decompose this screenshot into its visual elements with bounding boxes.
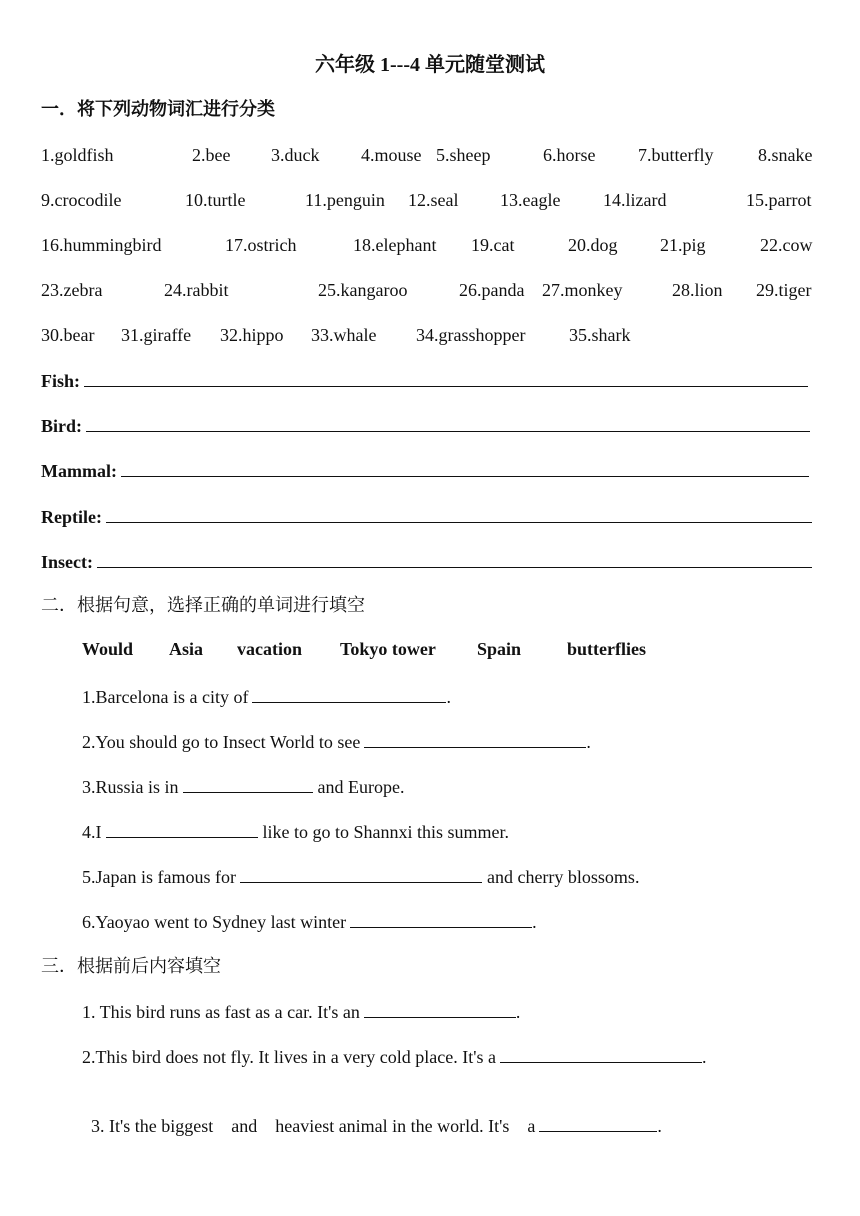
question-text: 3. It's the biggest and heaviest animal in the world. It's a (91, 1116, 536, 1136)
animal-word: 7.butterfly (638, 145, 714, 165)
question-text: 1.Barcelona is a city of (82, 687, 249, 707)
question (82, 864, 639, 889)
animal-word: 16.hummingbird (41, 235, 162, 255)
animal-word: 35.shark (569, 325, 631, 345)
answer-blank[interactable] (539, 1113, 657, 1132)
question (82, 774, 404, 799)
animal-word: 25.kangaroo (318, 280, 408, 300)
question (82, 999, 520, 1024)
animal-word: 11.penguin (305, 190, 385, 210)
animal-word: 32.hippo (220, 325, 284, 345)
animal-word: 12.seal (408, 190, 459, 210)
animal-word: 26.panda (459, 280, 525, 300)
question-tail: . (446, 687, 451, 707)
animal-word: 34.grasshopper (416, 325, 526, 345)
animal-word: 6.horse (543, 145, 596, 165)
question (82, 1089, 662, 1138)
animal-word: 9.crocodile (41, 190, 122, 210)
animal-word: 20.dog (568, 235, 618, 255)
question-text: 2.You should go to Insect World to see (82, 732, 361, 752)
question-text: 3.Russia is in (82, 777, 179, 797)
animal-word: 27.monkey (542, 280, 623, 300)
category-answer-blank[interactable] (84, 368, 808, 387)
question-tail: . (515, 1002, 521, 1022)
question (82, 819, 509, 844)
section2-heading: 二．根据句意，选择正确的单词进行填空 (41, 595, 365, 615)
animal-word: 15.parrot (746, 190, 812, 210)
animal-word: 4.mouse (361, 145, 422, 165)
answer-blank[interactable] (183, 774, 313, 793)
question-tail: like to go to Shannxi this summer. (262, 822, 509, 842)
question-tail: and cherry blossoms. (486, 867, 640, 887)
question-text: 1. This bird runs as fast as a car. It's an (82, 1002, 360, 1022)
animal-word: 19.cat (471, 235, 515, 255)
animal-word: 17.ostrich (225, 235, 297, 255)
word-bank-item: Asia (169, 639, 204, 659)
animal-word: 10.turtle (185, 190, 246, 210)
page-title: 六年级 1---4 单元随堂测试 (315, 54, 545, 76)
question-tail: . (532, 912, 537, 932)
animal-word: 30.bear (41, 325, 95, 345)
animal-word: 33.whale (311, 325, 377, 345)
category-row (41, 413, 810, 438)
animal-word: 21.pig (660, 235, 706, 255)
question-tail: and Europe. (317, 777, 405, 797)
answer-blank[interactable] (106, 819, 258, 838)
animal-word: 28.lion (672, 280, 723, 300)
word-bank-item: vacation (237, 639, 302, 659)
answer-blank[interactable] (500, 1044, 702, 1063)
category-label: Bird: (41, 416, 83, 436)
answer-blank[interactable] (350, 909, 532, 928)
answer-blank[interactable] (364, 999, 516, 1018)
word-bank-item: Spain (477, 639, 522, 659)
answer-blank[interactable] (240, 864, 482, 883)
animal-word: 3.duck (271, 145, 320, 165)
animal-word: 18.elephant (353, 235, 437, 255)
animal-word: 13.eagle (500, 190, 561, 210)
question-text: 6.Yaoyao went to Sydney last winter (82, 912, 347, 932)
question (82, 729, 591, 754)
category-answer-blank[interactable] (86, 413, 810, 432)
answer-blank[interactable] (364, 729, 586, 748)
animal-word: 23.zebra (41, 280, 103, 300)
animal-word: 8.snake (758, 145, 813, 165)
animal-word: 2.bee (192, 145, 231, 165)
question-tail: . (657, 1116, 662, 1136)
category-row (41, 549, 812, 574)
animal-word: 24.rabbit (164, 280, 229, 300)
question-text: 4.I (82, 822, 102, 842)
category-row (41, 458, 809, 483)
category-row (41, 504, 812, 529)
animal-word: 14.lizard (603, 190, 667, 210)
question (82, 1044, 706, 1069)
category-answer-blank[interactable] (97, 549, 812, 568)
section1-heading: 一．将下列动物词汇进行分类 (41, 99, 275, 119)
answer-blank[interactable] (252, 684, 446, 703)
animal-word: 31.giraffe (121, 325, 192, 345)
question-tail: . (586, 732, 591, 752)
category-label: Mammal: (41, 461, 117, 481)
category-label: Fish: (41, 371, 81, 391)
category-answer-blank[interactable] (106, 504, 812, 523)
animal-word: 1.goldfish (41, 145, 114, 165)
animal-word: 22.cow (760, 235, 813, 255)
question-tail: . (701, 1047, 707, 1067)
question (82, 684, 451, 709)
question (82, 909, 537, 934)
category-answer-blank[interactable] (121, 458, 809, 477)
animal-word: 5.sheep (436, 145, 491, 165)
question-text: 5.Japan is famous for (82, 867, 236, 887)
word-bank-item: Would (82, 639, 134, 659)
animal-word: 29.tiger (756, 280, 812, 300)
word-bank-item: butterflies (567, 639, 646, 659)
category-label: Reptile: (41, 507, 102, 527)
category-label: Insect: (41, 552, 93, 572)
category-row (41, 368, 808, 393)
question-text: 2.This bird does not fly. It lives in a very cold place. It's a (82, 1047, 496, 1067)
section3-heading: 三．根据前后内容填空 (41, 956, 221, 976)
word-bank-item: Tokyo tower (340, 639, 436, 659)
